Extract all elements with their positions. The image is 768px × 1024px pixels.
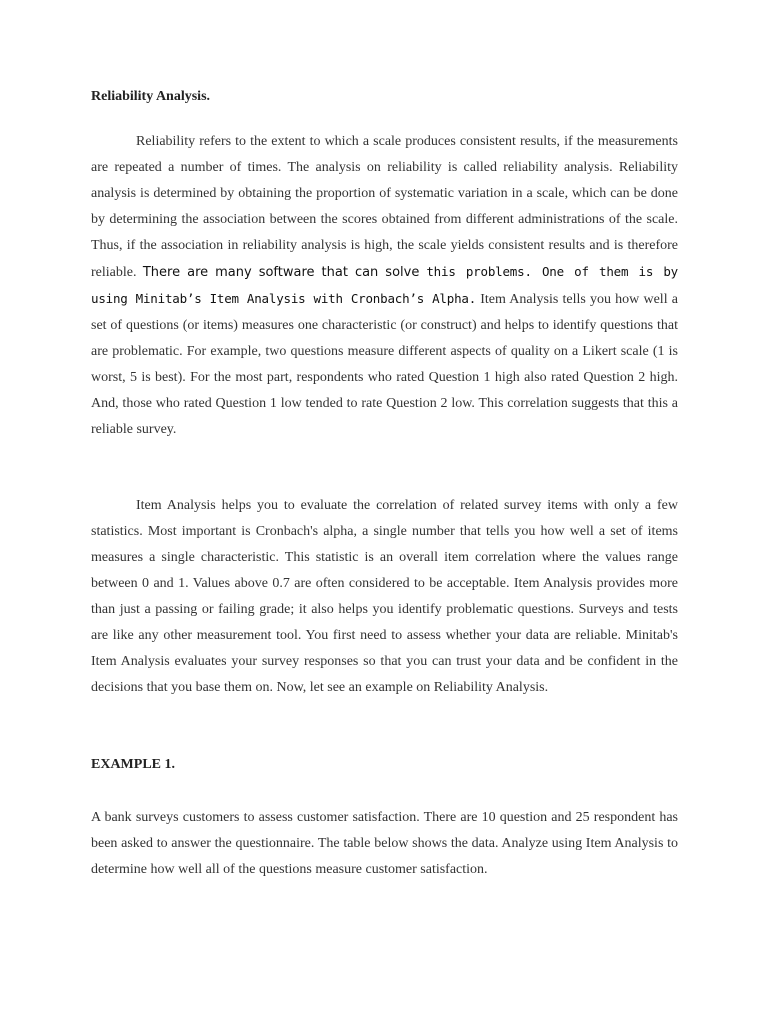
- paragraph-reliability-definition: [91, 129, 678, 443]
- paragraph-example-description: A bank surveys customers to assess customer satisfaction. There are 10 question and 25 respondent has been asked to answer the questionnaire. The table below shows the data. Analyze using Item Analysis to determine how well all of the questions measure customer satisfaction.: [91, 810, 678, 877]
- paragraph-text-sans: There are many software that can solve: [142, 265, 427, 280]
- paragraph-text: Item Analysis helps you to evaluate the correlation of related survey items with only a few statistics. Most important is Cronbach's alpha, a single number that tells you how well a set of items measures a single characteristic. This statistic is an overall item correlation where the values range between 0 and 1. Values above 0.7 are often considered to be acceptable. Item Analysis provides more than just a passing or failing grade; it also helps you identify problematic questions. Surveys and tests are like any other measurement tool. You first need to assess whether your data are reliable. Minitab's Item Analysis evaluates your survey responses so that you can trust your data and be confident in the decisions that you base them on. Now, let see an example on Reliability Analysis.: [91, 498, 678, 695]
- paragraph-text-mono: this problems. One of them is by using Minitab’s Item Analysis with Cronbach’s Alpha.: [91, 264, 679, 306]
- section-title: Reliability Analysis.: [91, 89, 211, 104]
- example-heading: EXAMPLE 1.: [91, 757, 175, 772]
- paragraph-text: Reliability refers to the extent to which a scale produces consistent results, if the measurements are repeated a number of times. The analysis on reliability is called reliability analysis. Reliability analysis is determined by obtaining the proportion of systematic variation in a scale, which can be done by determining the association between the scores obtained from different administrations of the scale. Thus, if the association in reliability analysis is high, the scale yields consistent results and is therefore reliable.: [91, 134, 678, 280]
- paragraph-item-analysis: [91, 493, 678, 701]
- paragraph-text: Item Analysis tells you how well a set of questions (or items) measures one characteristic (or construct) and helps to identify questions that are problematic. For example, two questions measure different aspects of quality on a Likert scale (1 is worst, 5 is best). For the most part, respondents who rated Question 1 high also rated Question 2 high. And, those who rated Question 1 low tended to rate Question 2 low. This correlation suggests that this a reliable survey.: [91, 292, 678, 437]
